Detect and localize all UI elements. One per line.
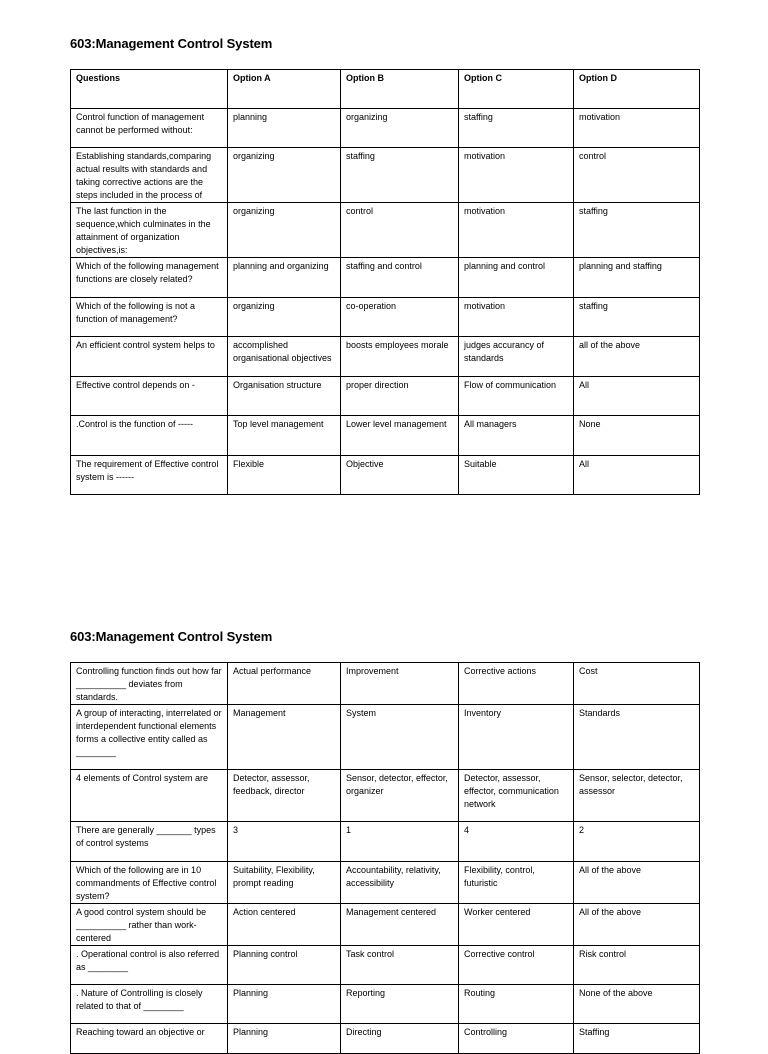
question-cell: Which of the following is not a function of management? xyxy=(71,298,228,337)
option-c-cell: motivation xyxy=(459,298,574,337)
table-row xyxy=(71,377,700,416)
option-a-cell: organizing xyxy=(228,298,341,337)
option-b-cell: Directing xyxy=(341,1024,459,1054)
option-a-cell: Actual performance xyxy=(228,663,341,705)
question-cell: Effective control depends on - xyxy=(71,377,228,416)
question-cell: .Control is the function of ----- xyxy=(71,416,228,456)
table-row xyxy=(71,258,700,298)
option-c-cell: Suitable xyxy=(459,456,574,495)
option-b-cell: Improvement xyxy=(341,663,459,705)
table-row xyxy=(71,298,700,337)
option-d-cell: Risk control xyxy=(574,946,700,985)
table-row xyxy=(71,416,700,456)
option-b-cell: boosts employees morale xyxy=(341,337,459,377)
table-row xyxy=(71,862,700,904)
question-cell: A good control system should be __________ rather than work-centered xyxy=(71,904,228,946)
question-cell: A group of interacting, interrelated or interdependent functional elements forms a collective entity called as ________ xyxy=(71,705,228,770)
option-d-cell: control xyxy=(574,148,700,203)
option-a-cell: organizing xyxy=(228,203,341,258)
table-row xyxy=(71,822,700,862)
header-questions: Questions xyxy=(71,70,228,109)
question-table-2 xyxy=(70,662,700,1054)
question-cell: 4 elements of Control system are xyxy=(71,770,228,822)
option-c-cell: Routing xyxy=(459,985,574,1024)
option-b-cell: organizing xyxy=(341,109,459,148)
question-cell: Establishing standards,comparing actual results with standards and taking corrective actions are the steps included in the process of xyxy=(71,148,228,203)
option-d-cell: All xyxy=(574,456,700,495)
option-a-cell: Planning xyxy=(228,1024,341,1054)
option-b-cell: co-operation xyxy=(341,298,459,337)
table-row xyxy=(71,770,700,822)
table-row xyxy=(71,663,700,705)
option-d-cell: All of the above xyxy=(574,904,700,946)
option-a-cell: Action centered xyxy=(228,904,341,946)
option-c-cell: Controlling xyxy=(459,1024,574,1054)
option-a-cell: Planning control xyxy=(228,946,341,985)
option-d-cell: 2 xyxy=(574,822,700,862)
option-a-cell: organizing xyxy=(228,148,341,203)
header-option-a: Option A xyxy=(228,70,341,109)
option-b-cell: Sensor, detector, effector, organizer xyxy=(341,770,459,822)
option-d-cell: None of the above xyxy=(574,985,700,1024)
option-d-cell: All of the above xyxy=(574,862,700,904)
option-a-cell: Detector, assessor, feedback, director xyxy=(228,770,341,822)
question-cell: . Nature of Controlling is closely related to that of ________ xyxy=(71,985,228,1024)
section-title: 603:Management Control System xyxy=(70,629,273,644)
option-b-cell: proper direction xyxy=(341,377,459,416)
table-row xyxy=(71,705,700,770)
option-c-cell: planning and control xyxy=(459,258,574,298)
question-cell: . Operational control is also referred as ________ xyxy=(71,946,228,985)
table-row xyxy=(71,456,700,495)
option-a-cell: 3 xyxy=(228,822,341,862)
question-cell: The requirement of Effective control system is ------ xyxy=(71,456,228,495)
option-a-cell: Top level management xyxy=(228,416,341,456)
question-cell: The last function in the sequence,which culminates in the attainment of organization objectives,is: xyxy=(71,203,228,258)
question-cell: Reaching toward an objective or xyxy=(71,1024,228,1054)
option-c-cell: Worker centered xyxy=(459,904,574,946)
option-c-cell: Corrective actions xyxy=(459,663,574,705)
option-b-cell: Reporting xyxy=(341,985,459,1024)
question-cell: Control function of management cannot be performed without: xyxy=(71,109,228,148)
option-b-cell: control xyxy=(341,203,459,258)
option-b-cell: Task control xyxy=(341,946,459,985)
table-row xyxy=(71,1024,700,1054)
option-b-cell: 1 xyxy=(341,822,459,862)
option-d-cell: Standards xyxy=(574,705,700,770)
option-c-cell: judges accurancy of standards xyxy=(459,337,574,377)
table-row xyxy=(71,946,700,985)
question-cell: An efficient control system helps to xyxy=(71,337,228,377)
option-c-cell: Flexibility, control, futuristic xyxy=(459,862,574,904)
question-cell: Which of the following management functions are closely related? xyxy=(71,258,228,298)
option-c-cell: Inventory xyxy=(459,705,574,770)
table-row xyxy=(71,109,700,148)
option-c-cell: Flow of communication xyxy=(459,377,574,416)
option-a-cell: Suitability, Flexibility, prompt reading xyxy=(228,862,341,904)
option-c-cell: motivation xyxy=(459,148,574,203)
option-a-cell: accomplished organisational objectives xyxy=(228,337,341,377)
option-c-cell: staffing xyxy=(459,109,574,148)
header-option-d: Option D xyxy=(574,70,700,109)
option-d-cell: Sensor, selector, detector, assessor xyxy=(574,770,700,822)
question-table-1 xyxy=(70,69,700,495)
option-b-cell: staffing and control xyxy=(341,258,459,298)
option-b-cell: System xyxy=(341,705,459,770)
option-a-cell: Organisation structure xyxy=(228,377,341,416)
option-d-cell: all of the above xyxy=(574,337,700,377)
header-option-b: Option B xyxy=(341,70,459,109)
option-a-cell: Flexible xyxy=(228,456,341,495)
option-b-cell: Accountability, relativity, accessibility xyxy=(341,862,459,904)
table-row xyxy=(71,203,700,258)
option-c-cell: Corrective control xyxy=(459,946,574,985)
option-c-cell: motivation xyxy=(459,203,574,258)
table-row xyxy=(71,337,700,377)
question-cell: Which of the following are in 10 commandments of Effective control system? xyxy=(71,862,228,904)
option-d-cell: Staffing xyxy=(574,1024,700,1054)
option-c-cell: Detector, assessor, effector, communication network xyxy=(459,770,574,822)
table-row xyxy=(71,148,700,203)
table-row xyxy=(71,904,700,946)
option-d-cell: staffing xyxy=(574,203,700,258)
option-b-cell: Management centered xyxy=(341,904,459,946)
option-b-cell: staffing xyxy=(341,148,459,203)
section-title: 603:Management Control System xyxy=(70,36,273,51)
option-a-cell: planning and organizing xyxy=(228,258,341,298)
option-a-cell: Planning xyxy=(228,985,341,1024)
option-d-cell: All xyxy=(574,377,700,416)
question-cell: There are generally _______ types of control systems xyxy=(71,822,228,862)
option-d-cell: planning and staffing xyxy=(574,258,700,298)
option-c-cell: All managers xyxy=(459,416,574,456)
option-b-cell: Objective xyxy=(341,456,459,495)
option-d-cell: None xyxy=(574,416,700,456)
option-a-cell: Management xyxy=(228,705,341,770)
option-b-cell: Lower level management xyxy=(341,416,459,456)
option-a-cell: planning xyxy=(228,109,341,148)
question-cell: Controlling function finds out how far __________ deviates from standards. xyxy=(71,663,228,705)
table-row xyxy=(71,985,700,1024)
option-d-cell: Cost xyxy=(574,663,700,705)
option-d-cell: staffing xyxy=(574,298,700,337)
option-c-cell: 4 xyxy=(459,822,574,862)
header-option-c: Option C xyxy=(459,70,574,109)
table-header-row xyxy=(71,70,700,109)
option-d-cell: motivation xyxy=(574,109,700,148)
